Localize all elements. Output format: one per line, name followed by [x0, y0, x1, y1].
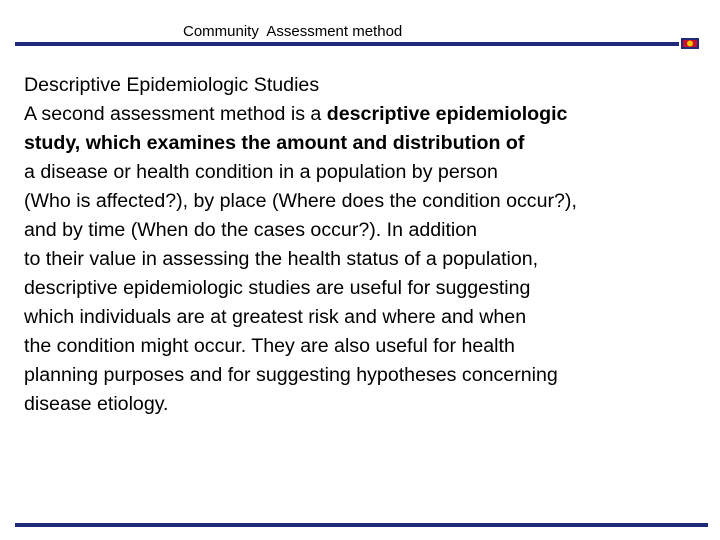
body-line: descriptive epidemiologic studies are useful for suggesting — [24, 277, 531, 299]
slide-body — [24, 71, 714, 419]
body-text-plain: A second assessment method is a — [24, 103, 327, 125]
body-line: a disease or health condition in a population by person — [24, 161, 498, 183]
bottom-divider — [15, 523, 708, 527]
decorative-arrow-icon — [681, 38, 699, 49]
body-line — [24, 129, 714, 158]
body-line: which individuals are at greatest risk and where and when — [24, 306, 527, 328]
body-line: disease etiology. — [24, 393, 169, 415]
slide-title: Community Assessment method — [183, 23, 403, 40]
body-line: to their value in assessing the health status of a population, — [24, 248, 539, 270]
section-heading: Descriptive Epidemiologic Studies — [24, 74, 320, 96]
top-divider — [15, 42, 679, 46]
body-line — [24, 100, 714, 129]
body-line: the condition might occur. They are also useful for health — [24, 335, 515, 357]
body-text-bold: descriptive epidemiologic — [326, 103, 568, 125]
body-line: and by time (When do the cases occur?). In addition — [24, 219, 478, 241]
body-line: planning purposes and for suggesting hypotheses concerning — [24, 364, 558, 386]
body-text-bold: study, which examines the amount and distribution of — [24, 132, 525, 154]
body-line: (Who is affected?), by place (Where does the condition occur?), — [24, 190, 577, 212]
